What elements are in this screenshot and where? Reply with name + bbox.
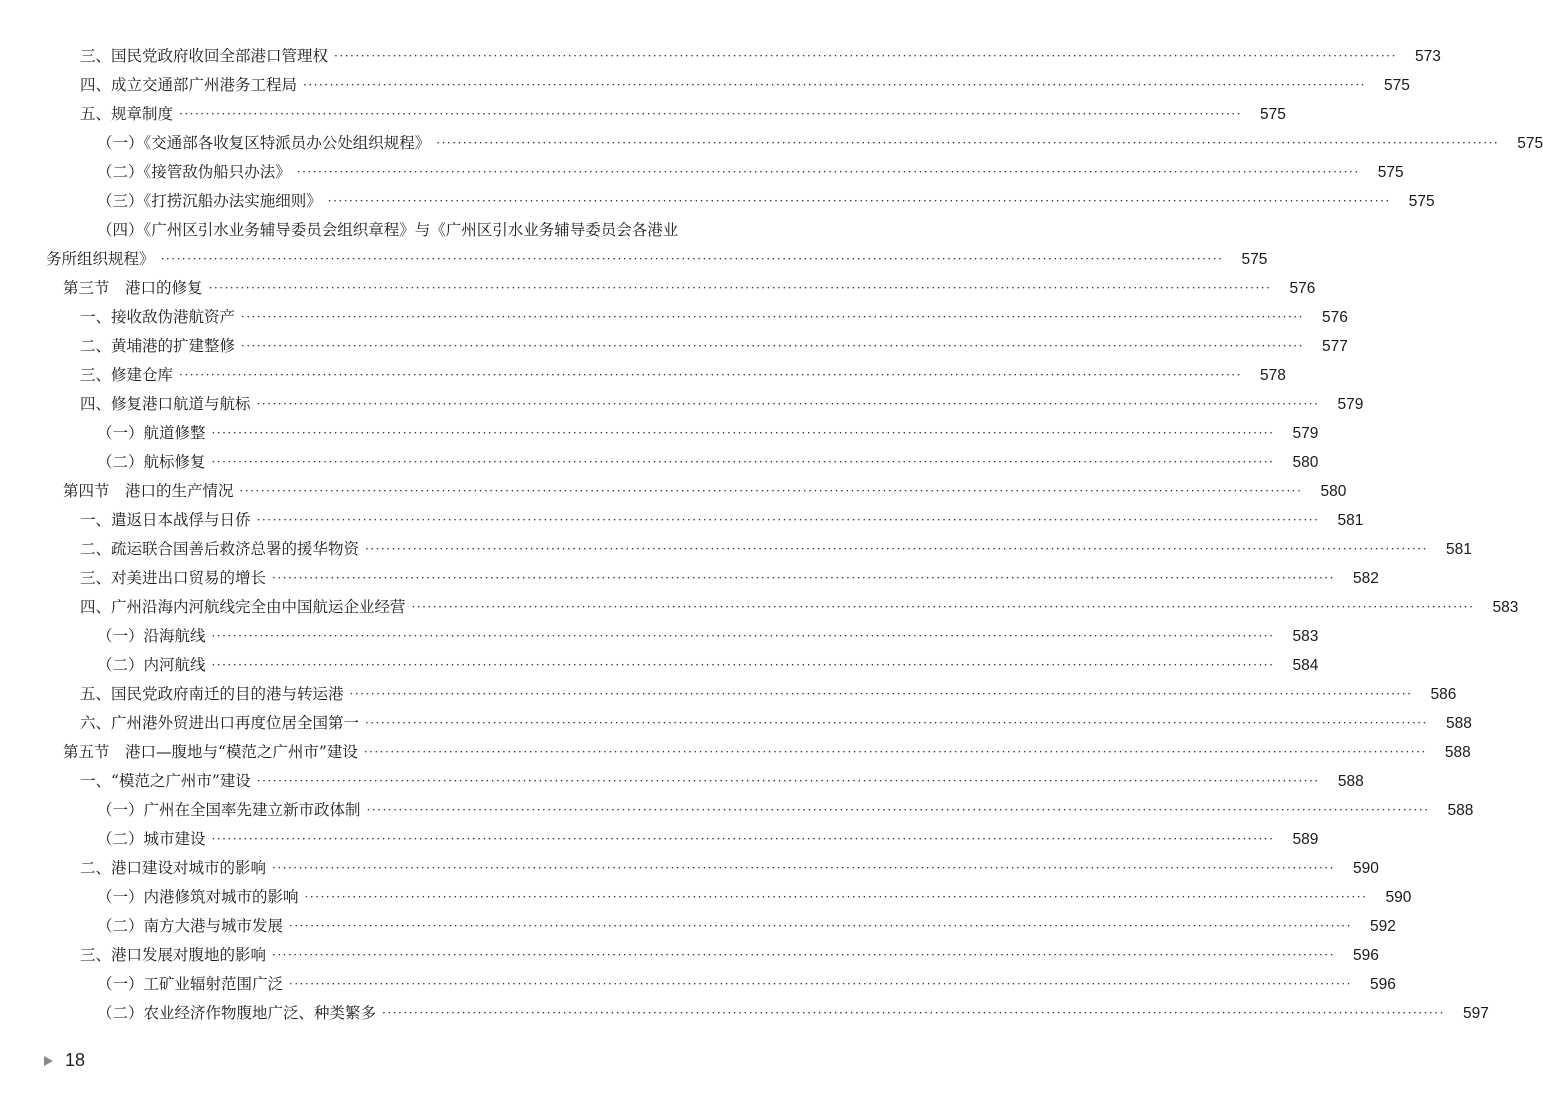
page-number: 18 (65, 1050, 86, 1070)
toc-entry-page: 580 (1320, 483, 1347, 500)
dot-leader: ········································································································································································································ (327, 194, 1391, 208)
toc-entry-title: 四、成立交通部广州港务工程局 (80, 76, 298, 94)
dot-leader: ········································································································································································································ (382, 1006, 1445, 1020)
toc-entry-page: 580 (1292, 454, 1319, 471)
dot-leader: ········································································································································································································ (272, 861, 1335, 875)
dot-leader: ········································································································································································································ (304, 890, 1368, 904)
toc-entry-page: 575 (1517, 135, 1543, 152)
toc-entry-title: 二、黄埔港的扩建整修 (80, 337, 236, 355)
toc-item-entry (0, 709, 1472, 738)
toc-entry-title: 二、港口建设对城市的影响 (80, 859, 267, 877)
toc-item-entry (0, 303, 1348, 332)
toc-entry-page: 592 (1370, 918, 1396, 935)
toc-entry-title: （一）内港修筑对城市的影响 (97, 888, 299, 906)
toc-entry-page: 581 (1337, 512, 1364, 529)
toc-item-entry (0, 854, 1379, 883)
dot-leader: ········································································································································································································ (241, 339, 1304, 353)
toc-entry-title: 第四节 港口的生产情况 (63, 482, 234, 500)
dot-leader: ········································································································································································································ (289, 919, 1352, 933)
dot-leader: ········································································································································································································ (256, 774, 1320, 788)
dot-leader: ········································································································································································································ (211, 455, 1275, 469)
dot-leader: ········································································································································································································ (160, 252, 1224, 266)
dot-leader: ········································································································································································································ (334, 49, 1397, 63)
dot-leader: ········································································································································································································ (256, 397, 1320, 411)
dot-leader: ········································································································································································································ (436, 136, 1500, 150)
toc-section-entry (0, 738, 1471, 767)
toc-entry-title: 四、修复港口航道与航标 (80, 395, 251, 413)
toc-section-entry (0, 274, 1316, 303)
toc-entry-page: 589 (1292, 831, 1319, 848)
dot-leader: ········································································································································································································ (179, 368, 1242, 382)
dot-leader: ········································································································································································································ (208, 281, 1272, 295)
toc-entry-page: 596 (1353, 947, 1379, 964)
toc-item-entry (0, 100, 1286, 129)
dot-leader: ········································································································································································································ (256, 513, 1320, 527)
toc-entry-page: 573 (1415, 48, 1441, 65)
dot-leader: ········································································································································································································ (211, 658, 1275, 672)
toc-entry-title: （三）《打捞沉船办法实施细则》 (97, 192, 322, 210)
page-footer (44, 1050, 85, 1071)
toc-subitem-entry (0, 419, 1319, 448)
toc-entry-title: 二、疏运联合国善后救济总署的援华物资 (80, 540, 360, 558)
toc-entry-page: 579 (1337, 396, 1364, 413)
toc-entry-page: 588 (1337, 773, 1364, 790)
toc-entry-page: 582 (1353, 570, 1379, 587)
toc-entry-page: 590 (1353, 860, 1379, 877)
toc-entry-title: （二）航标修复 (97, 453, 206, 471)
toc-entry-page: 588 (1447, 802, 1474, 819)
dot-leader: ········································································································································································································ (272, 571, 1335, 585)
dot-leader: ········································································································································································································ (241, 310, 1304, 324)
toc-entry-title: 五、国民党政府南迁的目的港与转运港 (80, 685, 344, 703)
toc-entry-page: 584 (1292, 657, 1319, 674)
toc-item-entry (0, 564, 1379, 593)
toc-entry-page: 590 (1385, 889, 1412, 906)
toc-item-entry (0, 361, 1286, 390)
toc-subitem-entry-continuation (0, 245, 1268, 274)
toc-subitem-entry-wrapped (0, 216, 790, 245)
dot-leader: ········································································································································································································ (365, 542, 1428, 556)
toc-entry-title: （二）内河航线 (97, 656, 206, 674)
toc-entry-title: （二）农业经济作物腹地广泛、种类繁多 (97, 1004, 377, 1022)
dot-leader: ········································································································································································································ (272, 948, 1335, 962)
dot-leader: ········································································································································································································ (303, 78, 1366, 92)
toc-entry-page: 596 (1370, 976, 1396, 993)
toc-entry-title: 三、对美进出口贸易的增长 (80, 569, 267, 587)
toc-entry-page: 579 (1292, 425, 1319, 442)
toc-entry-title: （一）沿海航线 (97, 627, 206, 645)
toc-entry-title: 六、广州港外贸进出口再度位居全国第一 (80, 714, 360, 732)
toc-entry-title: 第五节 港口—腹地与“模范之广州市”建设 (63, 743, 358, 761)
toc-entry-page: 588 (1444, 744, 1471, 761)
dot-leader: ········································································································································································································ (296, 165, 1360, 179)
toc-item-entry (0, 767, 1364, 796)
triangle-right-icon (44, 1056, 53, 1066)
toc-item-entry (0, 535, 1472, 564)
dot-leader: ········································································································································································································ (366, 803, 1430, 817)
toc-entry-page: 583 (1492, 599, 1519, 616)
toc-entry-title: （四）《广州区引水业务辅导委员会组织章程》与《广州区引水业务辅导委员会各港业 (97, 221, 679, 239)
toc-entry-title: （二）《接管敌伪船只办法》 (97, 163, 291, 181)
toc-item-entry (0, 332, 1348, 361)
dot-leader: ········································································································································································································ (363, 745, 1427, 759)
toc-entry-page: 586 (1430, 686, 1457, 703)
toc-entry-title: 第三节 港口的修复 (63, 279, 203, 297)
toc-subitem-entry (0, 651, 1319, 680)
toc-section-entry (0, 477, 1347, 506)
toc-entry-page: 575 (1408, 193, 1435, 210)
toc-subitem-entry (0, 970, 1396, 999)
toc-entry-title: （一）《交通部各收复区特派员办公处组织规程》 (97, 134, 431, 152)
toc-item-entry (0, 593, 1519, 622)
toc-entry-title: 三、国民党政府收回全部港口管理权 (80, 47, 329, 65)
dot-leader: ········································································································································································································ (211, 629, 1275, 643)
toc-entry-page: 575 (1377, 164, 1404, 181)
toc-item-entry (0, 680, 1457, 709)
toc-entry-page: 597 (1463, 1005, 1489, 1022)
dot-leader: ········································································································································································································ (289, 977, 1352, 991)
toc-entry-page: 576 (1322, 309, 1348, 326)
toc-entry-title: 务所组织规程》 (46, 250, 155, 268)
toc-item-entry (0, 941, 1379, 970)
dot-leader: ········································································································································································································ (211, 832, 1275, 846)
toc-item-entry (0, 42, 1441, 71)
toc-entry-page: 577 (1322, 338, 1348, 355)
toc-entry-page: 575 (1384, 77, 1410, 94)
dot-leader: ········································································································································································································ (365, 716, 1428, 730)
dot-leader: ········································································································································································································ (349, 687, 1413, 701)
toc-entry-page: 583 (1292, 628, 1319, 645)
toc-entry-page: 575 (1241, 251, 1268, 268)
toc-entry-page: 578 (1260, 367, 1286, 384)
toc-item-entry (0, 390, 1364, 419)
toc-item-entry (0, 506, 1364, 535)
toc-entry-title: （二）南方大港与城市发展 (97, 917, 284, 935)
toc-subitem-entry (0, 883, 1412, 912)
toc-entry-title: 三、港口发展对腹地的影响 (80, 946, 267, 964)
toc-entry-title: 一、“模范之广州市”建设 (80, 772, 251, 790)
dot-leader: ········································································································································································································ (211, 426, 1275, 440)
toc-entry-title: 四、广州沿海内河航线完全由中国航运企业经营 (80, 598, 406, 616)
toc-subitem-entry (0, 448, 1319, 477)
table-of-contents (0, 42, 1543, 1028)
toc-entry-page: 575 (1260, 106, 1286, 123)
toc-entry-title: （一）广州在全国率先建立新市政体制 (97, 801, 361, 819)
toc-entry-page: 588 (1446, 715, 1472, 732)
dot-leader: ········································································································································································································ (411, 600, 1475, 614)
toc-subitem-entry (0, 129, 1543, 158)
toc-subitem-entry (0, 158, 1404, 187)
toc-subitem-entry (0, 796, 1474, 825)
toc-entry-page: 576 (1289, 280, 1316, 297)
toc-entry-title: （一）工矿业辐射范围广泛 (97, 975, 284, 993)
dot-leader: ········································································································································································································ (179, 107, 1242, 121)
toc-subitem-entry (0, 825, 1319, 854)
toc-subitem-entry (0, 187, 1435, 216)
toc-entry-title: 一、遣返日本战俘与日侨 (80, 511, 251, 529)
toc-subitem-entry (0, 999, 1489, 1028)
dot-leader: ········································································································································································································ (239, 484, 1303, 498)
toc-item-entry (0, 71, 1410, 100)
toc-entry-page: 581 (1446, 541, 1472, 558)
toc-entry-title: 一、接收敌伪港航资产 (80, 308, 236, 326)
toc-entry-title: 五、规章制度 (80, 105, 174, 123)
toc-subitem-entry (0, 622, 1319, 651)
toc-subitem-entry (0, 912, 1396, 941)
toc-entry-title: （一）航道修整 (97, 424, 206, 442)
toc-entry-title: （二）城市建设 (97, 830, 206, 848)
toc-entry-title: 三、修建仓库 (80, 366, 174, 384)
